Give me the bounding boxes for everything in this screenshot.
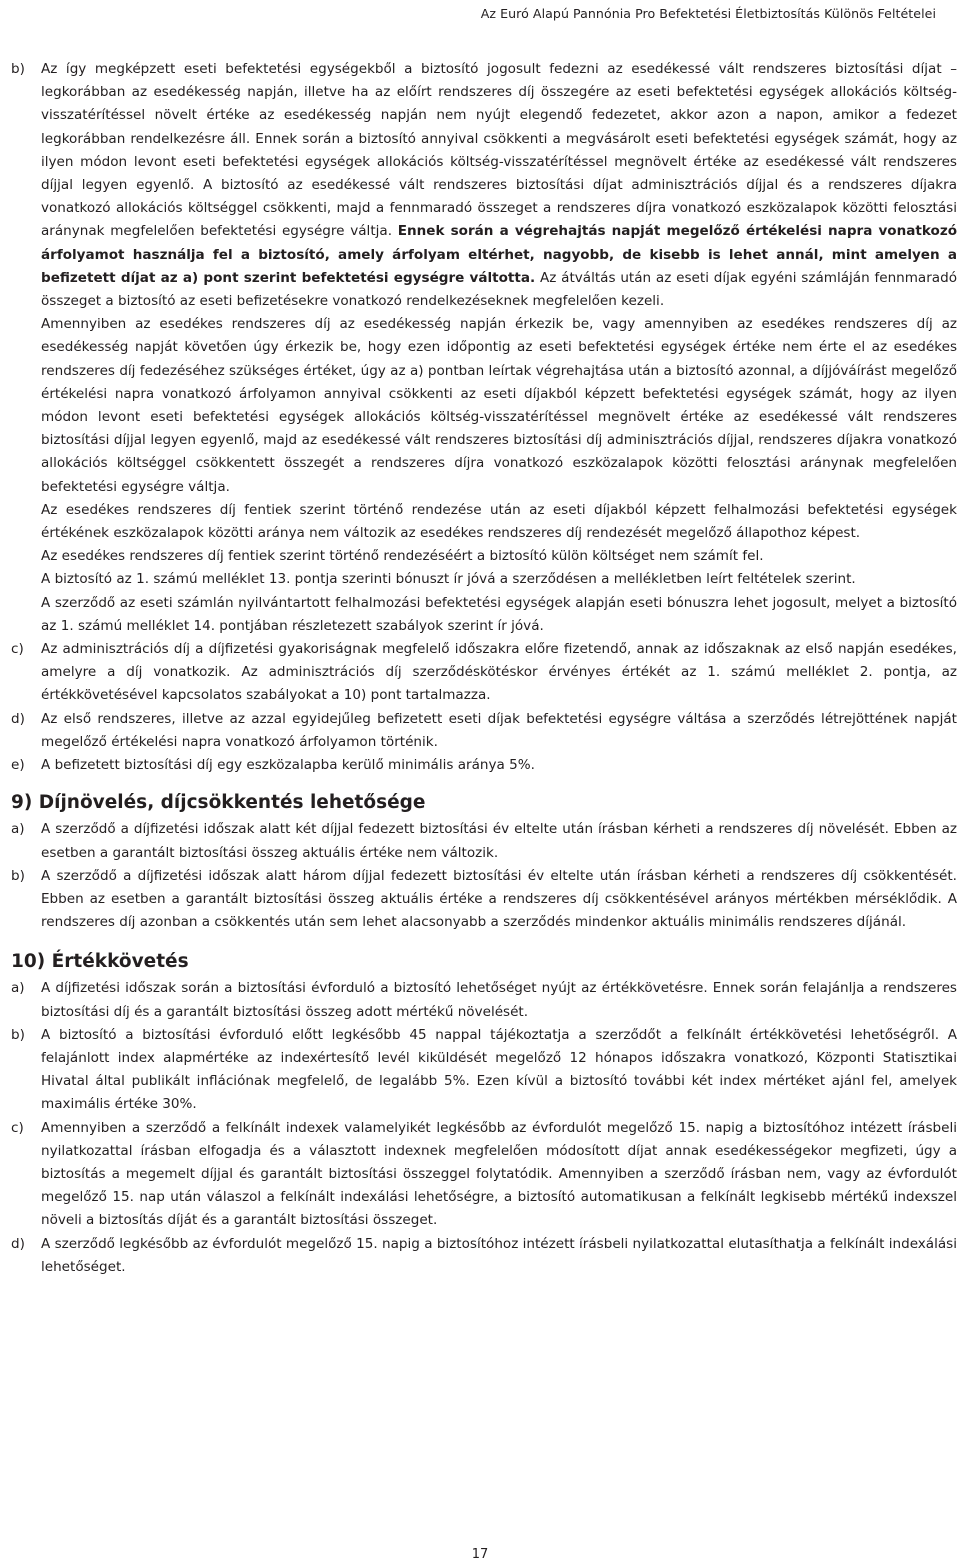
page-number: 17	[471, 1547, 489, 1562]
section9-item-a	[11, 818, 957, 864]
document-header-title: Az Euró Alapú Pannónia Pro Befektetési Életbiztosítás Különös Feltételei	[480, 6, 936, 21]
bold-text-run: Ennek során a végrehajtás napját megelőző értékelési napra vonatkozó árfolyamot használja fel a biztosító, amely árfolyam eltérhet, nagyobb, de kisebb is lehet annál, mint amelyen a befizetett díjat az a) pont szerint befektetési egységre váltotta.	[41, 223, 958, 286]
paragraph: A biztosító az 1. számú melléklet 13. pontja szerinti bónuszt ír jóvá a szerződésen a mellékletben leírt feltételek szerint.	[41, 571, 856, 588]
paragraph: Amennyiben az esedékes rendszeres díj az esedékesség napján érkezik be, vagy amennyiben az esedékes rendszeres díj az esedékesség napját követően úgy érkezik be, hogy ezen időpontig az eseti befektetési egységek értéke nem érte el az esedékes rendszeres díj fedezéséhez szükséges értéket, úgy az a) pontban leírtak végrehajtása után a biztosító azonnal, a díjjóváírást megelőző értékelési napra vonatkozó árfolyamon annyival csökkenti az eseti díjakból képzett befektetési egységek számát, hogy az ilyen módon levont eseti befektetési egységek allokációs költség-visszatérítéssel megnövelt értéke az esedékessé vált rendszeres biztosítási díjjal legyen egyenlő, majd az esedékessé vált rendszeres biztosítási díj adminisztrációs díjjal, rendszeres díjakra vonatkozó allokációs költséggel csökkentett összegét a rendszeres díjra vonatkozó eszközalapok közötti felosztási aránynak megfelelően befektetési egységre váltja.	[41, 316, 957, 495]
paragraph: Az első rendszeres, illetve az azzal egyidejűleg befizetett eseti díjak befektetési egységre váltása a szerződés létrejöttének napját megelőző értékelési napra vonatkozó árfolyamon történik.	[41, 710, 957, 750]
paragraph: A szerződő a díjfizetési időszak alatt három díjjal fedezett biztosítási év eltelte után írásban kérheti a rendszeres díj csökkentését. Ebben az esetben a garantált biztosítási összeg aktuális értéke a rendszeres díj csökkentésével arányos mértékben mérséklődik. A rendszeres díj azonban a csökkentés után sem lehet alacsonyabb a szerződés mindenkor aktuális minimális rendszeres díjánál.	[41, 867, 957, 931]
paragraph: Az adminisztrációs díj a díjfizetési gyakoriságnak megfelelő időszakra előre fizetendő, annak az időszaknak az első napján esedékes, amelyre a díj vonatkozik. Az adminisztrációs díj szerződéskötéskor érvényes értékét az 1. számú melléklet 2. pontja, az értékkövetésével kapcsolatos szabályokat a 10) pont tartalmazza.	[41, 641, 957, 704]
item-label: d)	[11, 1235, 25, 1252]
section10-item-b	[11, 1024, 957, 1117]
paragraph: A befizetett biztosítási díj egy eszközalapba kerülő minimális aránya 5%.	[41, 757, 535, 774]
item-label: a)	[11, 821, 25, 838]
item-label: c)	[11, 1119, 24, 1136]
text-run: Az átváltás után az eseti díjak egyéni számláján fennmaradó összeget a biztosító az eseti befizetésekre vonatkozó rendelkezéseknek megfelelően kezeli.	[41, 269, 957, 310]
paragraph	[41, 58, 957, 313]
paragraph: A szerződő legkésőbb az évfordulót megelőző 15. napig a biztosítóhoz intézett írásbeli nyilatkozattal elutasíthatja a felkínált indexálási lehetőséget.	[41, 1235, 957, 1275]
item-label: a)	[11, 980, 25, 997]
section8-item-c	[11, 638, 957, 708]
item-label: b)	[11, 867, 25, 884]
item-label: b)	[11, 61, 25, 77]
item-label: d)	[11, 710, 25, 727]
paragraph: A díjfizetési időszak során a biztosítási évforduló a biztosító lehetőséget nyújt az értékkövetésre. Ennek során felajánlja a rendszeres biztosítási díj és a garantált biztosítási összeg adott mértékű növelését.	[41, 980, 957, 1020]
paragraph: Az esedékes rendszeres díj fentiek szerint történő rendezése után az eseti díjakból képzett felhalmozási befektetési egységek értékének eszközalapok közötti aránya nem változik az esedékes rendszeres díj rendezését megelőző állapothoz képest.	[41, 501, 957, 542]
section9-item-b	[11, 865, 957, 935]
item-label: c)	[11, 641, 24, 658]
section8-item-e	[11, 754, 957, 777]
paragraph: A szerződő a díjfizetési időszak alatt két díjjal fedezett biztosítási év eltelte után írásban kérheti a rendszeres díj növelését. Ebben az esetben a garantált biztosítási összeg aktuális értéke nem változik.	[41, 821, 957, 861]
text-run: Az így megképzett eseti befektetési egységekből a biztosító jogosult fedezni az esedékessé vált rendszeres biztosítási díjat – legkorábban az esedékesség napján, illetve ha az előírt rendszeres díj összegére az eseti befektetési egységek allokációs költség-visszatérítéssel növelt értéke az esedékesség napján nem nyújt elegendő fedezetet, akkor azon a napon, amikor a fedezet legkorábban rendelkezésre áll. Ennek során a biztosító annyival csökkenti a megvásárolt eseti befektetési egységek számát, hogy az ilyen módon levont eseti befektetési egységek allokációs költség-visszatérítéssel megnövelt értéke az esedékessé vált rendszeres díjjal legyen egyenlő. A biztosító az esedékessé vált rendszeres biztosítási díjat adminisztrációs díjjal és a rendszeres díjakra vonatkozó allokációs költséggel csökkenti, majd a fennmaradó összeget a rendszeres díjra vonatkozó eszközalapok közötti felosztási aránynak megfelelően befektetési egységre váltja.	[41, 61, 957, 240]
document-body	[11, 58, 957, 1279]
section10-item-c	[11, 1117, 957, 1233]
item-label: b)	[11, 1026, 25, 1043]
paragraph: A szerződő az eseti számlán nyilvántartott felhalmozási befektetési egységek alapján eseti bónuszra lehet jogosult, melyet a biztosító az 1. számú melléklet 14. pontjában részletezett szabályok szerint ír jóvá.	[41, 594, 957, 634]
section10-item-a	[11, 977, 957, 1023]
section-heading-ertekkovetes: 10) Értékkövetés	[11, 951, 189, 973]
section8-item-b	[11, 58, 957, 638]
paragraph: A biztosító a biztosítási évforduló előtt legkésőbb 45 nappal tájékoztatja a szerződőt a felkínált értékkövetési lehetőségről. A felajánlott index alapmértéke az indexértesítő levél kiküldését megelőző 12 hónapos időszakra vonatkozó, Központi Statisztikai Hivatal által publikált inflációnak megfelelő, de legalább 5%. Ezen kívül a biztosító további két index mértéket ajánl fel, amelyek maximális értéke 30%.	[41, 1026, 957, 1113]
section8-item-d	[11, 708, 957, 754]
item-label: e)	[11, 757, 25, 774]
paragraph: Az esedékes rendszeres díj fentiek szerint történő rendezéséért a biztosító külön költséget nem számít fel.	[41, 548, 764, 565]
paragraph: Amennyiben a szerződő a felkínált indexek valamelyikét legkésőbb az évfordulót megelőző 15. napig a biztosítóhoz intézett írásbeli nyilatkozattal írásban elfogadja és a választott indexnek megfelelően módosított díjat annak esedékességekor megfizeti, úgy a biztosítás a megemelt díjjal és garantált biztosítási összeggel folytatódik. Amennyiben a szerződő írásban nem, vagy az évfordulót megelőző 15. nap után válaszol a felkínált indexálási lehetőségre, a biztosító automatikusan a felkínált legkisebb mértékű indexszel növeli a biztosítás díját és a garantált biztosítási összeget.	[41, 1119, 957, 1229]
section10-item-d	[11, 1233, 957, 1279]
section-heading-dijnoveles: 9) Díjnövelés, díjcsökkentés lehetősége	[11, 792, 426, 814]
